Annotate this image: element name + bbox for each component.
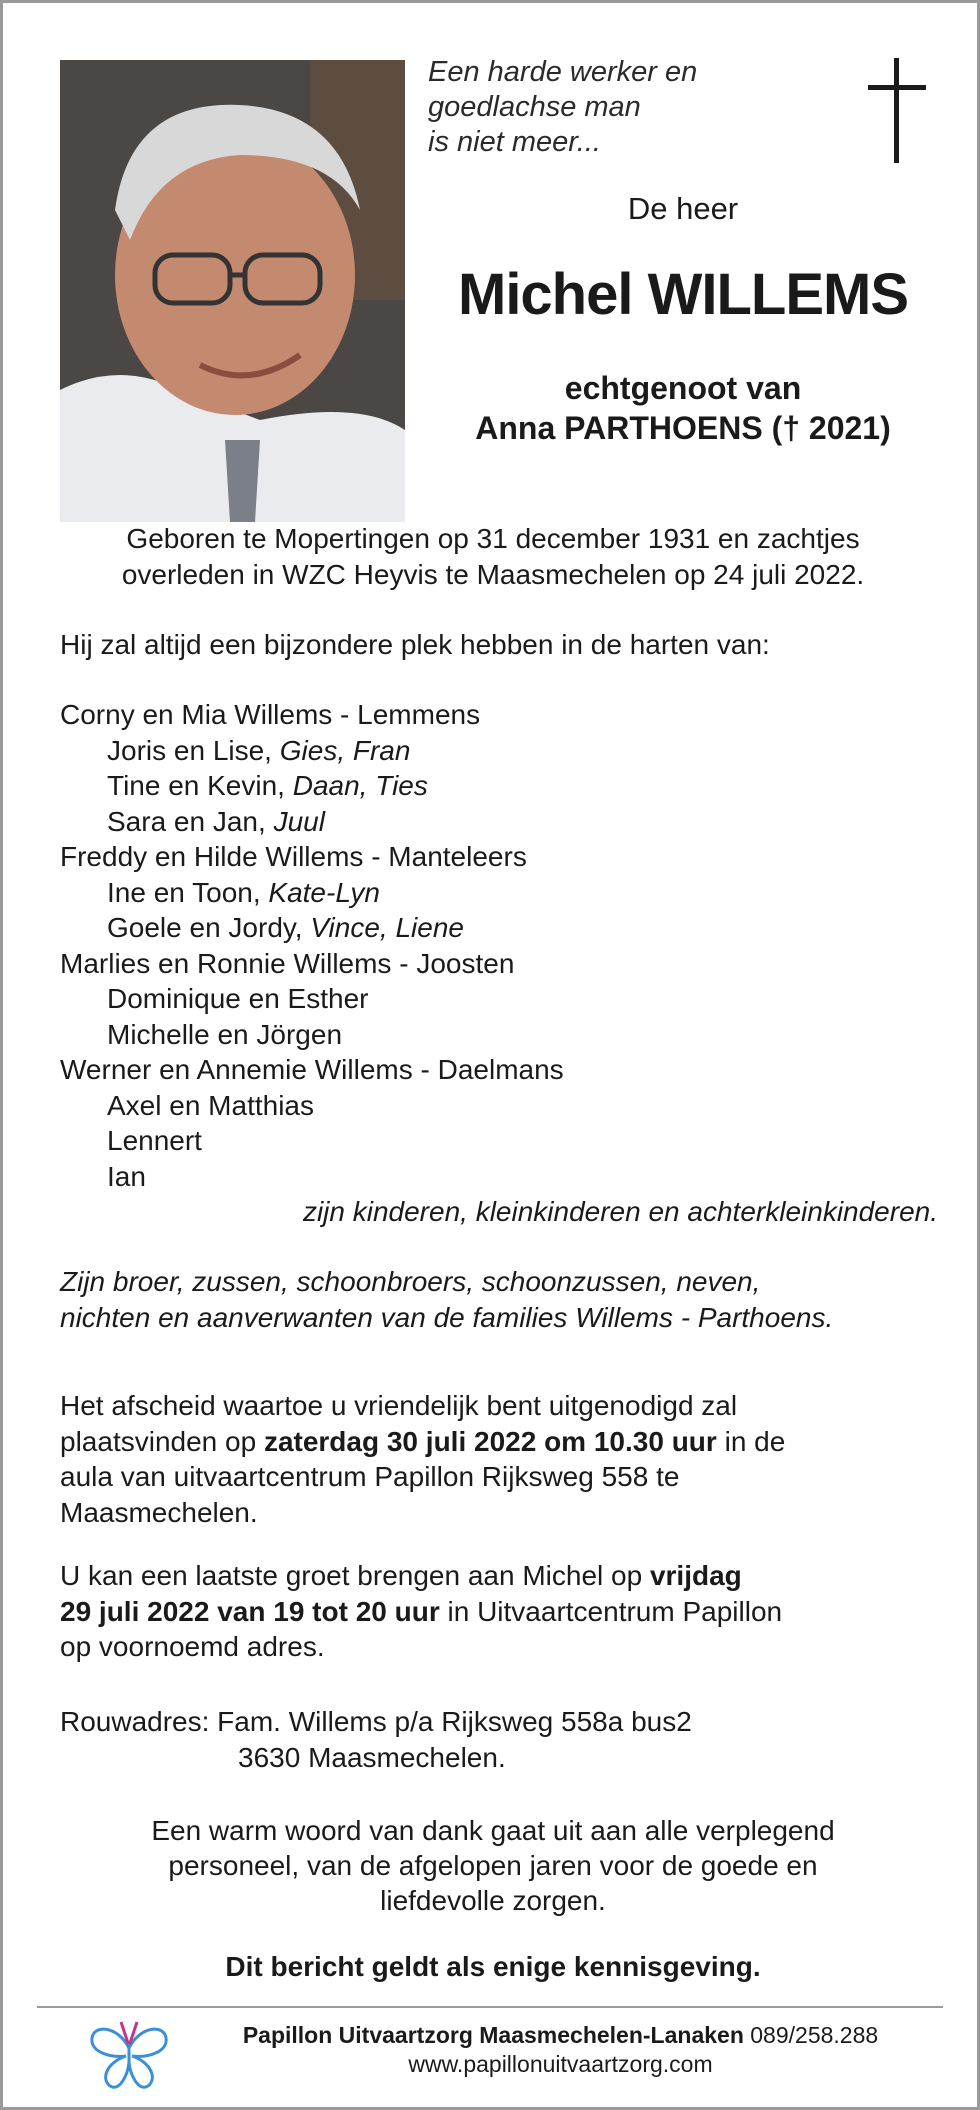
notice-text: Dit bericht geldt als enige kennisgeving. xyxy=(225,1951,761,1982)
visit-date: 29 juli 2022 van 19 tot 20 uur xyxy=(60,1595,440,1627)
deceased-name: Michel WILLEMS xyxy=(458,262,908,327)
motto-line: Een harde werker en xyxy=(428,56,698,88)
birth-death-info xyxy=(43,521,943,593)
thanks-line: liefdevolle zorgen. xyxy=(380,1885,606,1916)
family-list xyxy=(60,697,940,1230)
motto xyxy=(428,55,697,160)
intro-text: Hij zal altijd een bijzondere plek hebben in de harten van: xyxy=(60,629,770,660)
footer-divider xyxy=(37,2006,943,2008)
family-member: Joris en Lise, Gies, Fran xyxy=(107,734,411,766)
thanks-line: Een warm woord van dank gaat uit aan alle verplegend xyxy=(151,1815,835,1846)
family-member: Freddy en Hilde Willems - Manteleers xyxy=(60,841,527,872)
visit-line: U kan een laatste groet brengen aan Michel op vrijdag xyxy=(60,1560,742,1591)
cross-icon xyxy=(868,58,926,163)
address-city: 3630 Maasmechelen. xyxy=(238,1741,506,1773)
birth-line: Geboren te Mopertingen op 31 december 1931 en zachtjes xyxy=(126,523,860,554)
motto-line: goedlachse man xyxy=(428,91,641,123)
farewell-date: zaterdag 30 juli 2022 om 10.30 uur xyxy=(263,1425,717,1457)
relatives-text xyxy=(60,1264,940,1335)
farewell-line: plaatsvinden op zaterdag 30 juli 2022 om 10.30 uur in de xyxy=(60,1425,786,1457)
visit-line: op voornoemd adres. xyxy=(60,1631,325,1662)
family-member: Lennert xyxy=(107,1125,202,1156)
company-phone: 089/258.288 xyxy=(743,2022,879,2048)
farewell-info xyxy=(60,1388,940,1530)
company-website[interactable]: www.papillonuitvaartzorg.com xyxy=(408,2051,713,2077)
spouse-name: Anna PARTHOENS († 2021) xyxy=(475,410,891,446)
portrait-illustration xyxy=(60,60,405,522)
thanks-text xyxy=(43,1813,943,1918)
footer-company-line xyxy=(183,2021,938,2050)
butterfly-logo-icon xyxy=(88,2018,170,2094)
family-member: Dominique en Esther xyxy=(107,983,369,1014)
family-member: Werner en Annemie Willems - Daelmans xyxy=(60,1054,564,1085)
salutation: De heer xyxy=(627,191,739,226)
thanks-line: personeel, van de afgelopen jaren voor de goede en xyxy=(168,1850,818,1881)
family-member: Corny en Mia Willems - Lemmens xyxy=(60,699,481,730)
address-line: Rouwadres: Fam. Willems p/a Rijksweg 558a bus2 xyxy=(60,1706,692,1737)
visit-line: 29 juli 2022 van 19 tot 20 uur in Uitvaartcentrum Papillon xyxy=(60,1595,783,1627)
visitation-info xyxy=(60,1558,940,1665)
condolence-address xyxy=(60,1704,940,1775)
family-member: Ian xyxy=(107,1160,146,1192)
farewell-line: Het afscheid waartoe u vriendelijk bent uitgenodigd zal xyxy=(60,1390,738,1421)
family-member: Tine en Kevin, Daan, Ties xyxy=(107,770,428,801)
family-member: Ine en Toon, Kate-Lyn xyxy=(107,876,380,908)
relatives-line: Zijn broer, zussen, schoonbroers, schoonzussen, neven, xyxy=(60,1266,761,1297)
kids-label: zijn kinderen, kleinkinderen en achterkleinkinderen. xyxy=(302,1196,938,1227)
farewell-line: Maasmechelen. xyxy=(60,1496,258,1528)
farewell-line: aula van uitvaartcentrum Papillon Rijksweg 558 te xyxy=(60,1461,680,1492)
portrait-photo xyxy=(60,60,405,522)
relatives-line: nichten en aanverwanten van de families Willems - Parthoens. xyxy=(60,1301,834,1333)
family-member: Axel en Matthias xyxy=(107,1089,314,1121)
family-member: Michelle en Jörgen xyxy=(107,1018,343,1050)
family-member: Sara en Jan, Juul xyxy=(107,805,325,837)
spouse-info xyxy=(423,368,943,448)
spouse-line: echtgenoot van xyxy=(564,370,802,406)
motto-line: is niet meer... xyxy=(428,126,601,158)
family-member: Goele en Jordy, Vince, Liene xyxy=(107,912,464,943)
death-line: overleden in WZC Heyvis te Maasmechelen op 24 juli 2022. xyxy=(121,559,865,590)
family-member: Marlies en Ronnie Willems - Joosten xyxy=(60,947,515,979)
company-name: Papillon Uitvaartzorg Maasmechelen-Lanaken xyxy=(242,2022,744,2048)
footer xyxy=(183,2021,938,2079)
